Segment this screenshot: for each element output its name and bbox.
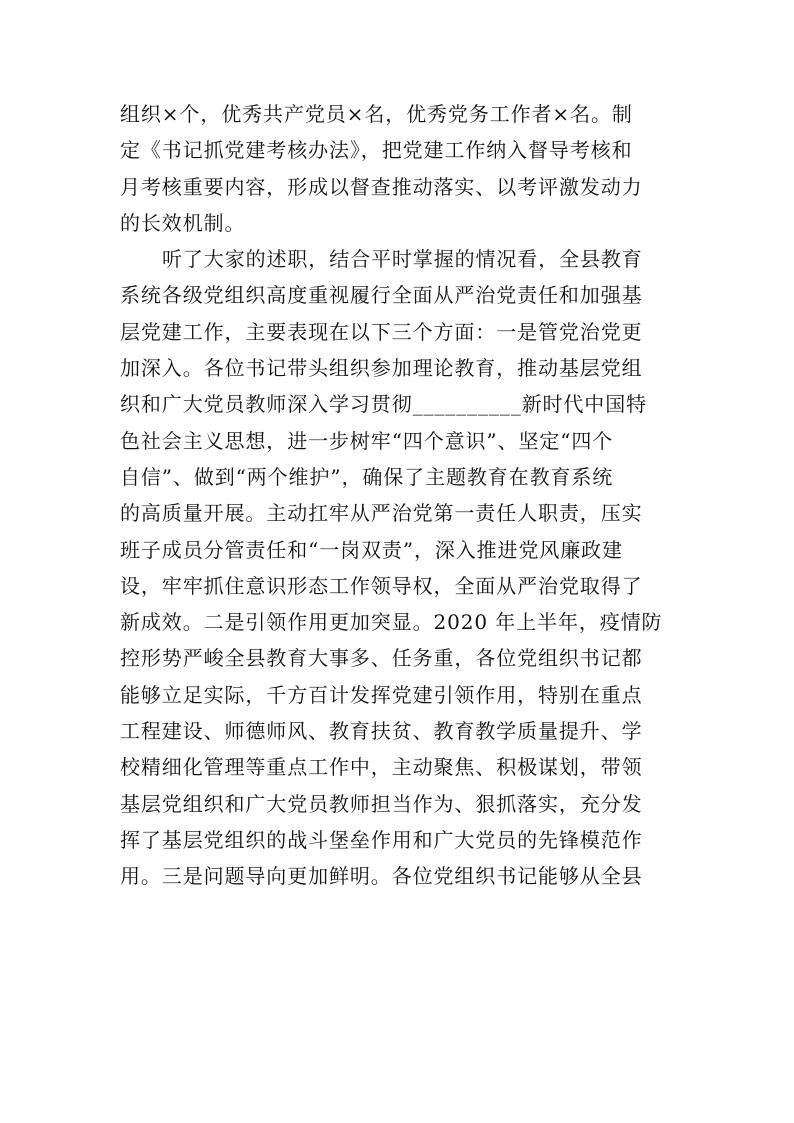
text-line: 加深入。各位书记带头组织参加理论教育，推动基层党组 [120,356,643,381]
text-line: 织和广大党员教师深入学习贯彻__________新时代中国特 [120,392,647,417]
text-line: 月考核重要内容，形成以督查推动落实、以考评激发动力 [120,174,643,199]
text-line: 校精细化管理等重点工作中，主动聚焦、积极谋划，带领 [120,755,643,780]
text-line: 系统各级党组织高度重视履行全面从严治党责任和加强基 [120,283,643,308]
text-line: 班子成员分管责任和“一岗双责”，深入推进党风廉政建 [120,537,623,562]
text-line: 听了大家的述职，结合平时掌握的情况看，全县教育 [162,247,643,272]
text-line: 基层党组织和广大党员教师担当作为、狠抓落实，充分发 [120,791,643,816]
text-line: 能够立足实际，千方百计发挥党建引领作用，特别在重点 [120,682,643,707]
text-line: 的高质量开展。主动扛牢从严治党第一责任人职责，压实 [120,501,643,526]
text-line: 挥了基层党组织的战斗堡垒作用和广大党员的先锋模范作 [120,827,643,852]
body-text [120,96,663,895]
text-line: 层党建工作，主要表现在以下三个方面：一是管党治党更 [120,319,643,344]
text-line: 自信”、做到“两个维护”，确保了主题教育在教育系统 [120,464,614,489]
text-line: 的长效机制。 [120,210,246,235]
text-line: 设，牢牢抓住意识形态工作领导权，全面从严治党取得了 [120,573,643,598]
text-line: 色社会主义思想，进一步树牢“四个意识”、坚定“四个 [120,428,614,453]
text-line: 用。三是问题导向更加鲜明。各位党组织书记能够从全县 [120,864,643,889]
text-line: 组织×个，优秀共产党员×名，优秀党务工作者×名。制 [120,102,633,126]
text-line: 工程建设、师德师风、教育扶贫、教育教学质量提升、学 [120,719,643,744]
text-line: 定《书记抓党建考核办法》，把党建工作纳入督导考核和 [120,138,633,163]
text-line: 控形势严峻全县教育大事多、任务重，各位党组织书记都 [120,646,643,671]
text-line: 新成效。二是引领作用更加突显。2020 年上半年，疫情防 [120,610,663,635]
